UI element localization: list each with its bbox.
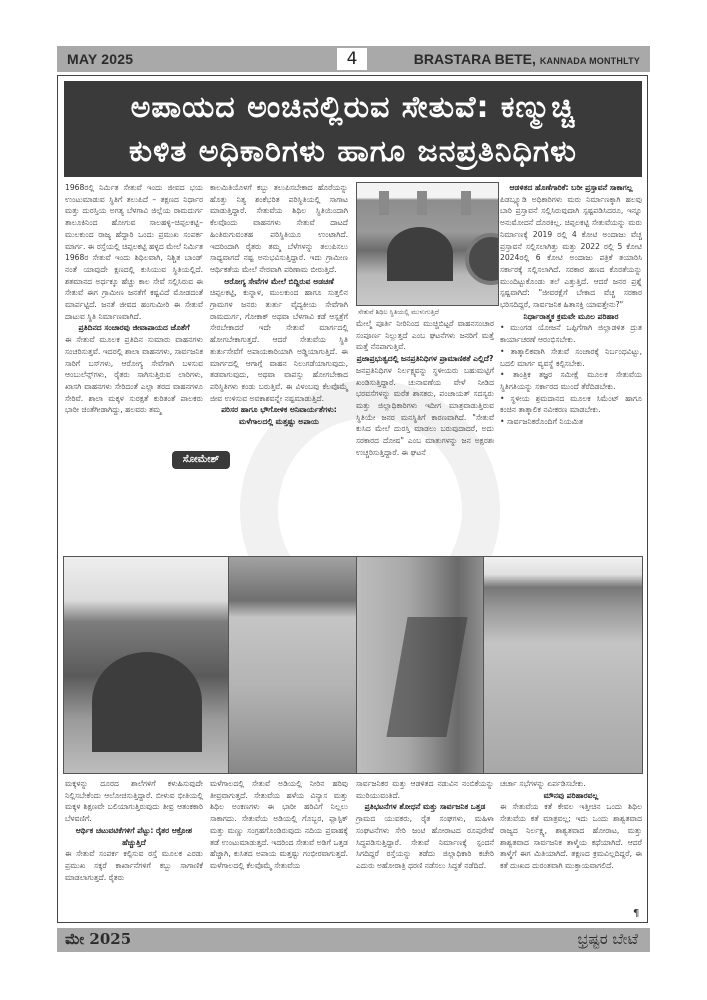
photo-strip (63, 556, 643, 774)
column-2 (210, 182, 348, 428)
column-4-bottom (500, 778, 642, 872)
paragraph: • ಸ್ಥಳೀಯ ಶ್ರಮದಾನದ ಮೂಲಕ ಸಿಮೆಂಟ್ ಹಾಗೂ ಕಂಚಿನ ತಾತ್ಕಾಲಿಕ ನವೀಕರಣ ಮಾಡಬೇಕು. (500, 393, 642, 415)
section-subheading: ಆರ್ಥಿಕ ಚಟುವಟಿಕೆಗಳಿಗೆ ಪೆಟ್ಟು: ರೈತರ ಆಕ್ರೋಶ ಹೆಚ್ಚುತ್ತಿದೆ (75, 825, 193, 847)
paragraph: ಮಳೆಗಾಲದಲ್ಲಿ ಸೇತುವೆ ಅಡಿಯಲ್ಲಿ ನೀರಿನ ಹರಿವು ತೀವ್ರವಾಗುತ್ತದೆ. ಸೇತುವೆಯ ಹಳೆಯ ವಿನ್ಯಾಸ ಮತ್ತು ಶಿಥಿಲ ಅಂಕಣಗಳು ಈ ಭಾರೀ ಹರಿವಿಗೆ ನಿಲ್ಲಲು ಸಾಕಾಗದು. ಸೇತುವೆಯ ಅಡಿಯಲ್ಲಿ ಗೊಬ್ಬರ, ಪ್ಲಾಸ್ಟಿಕ್ ಮತ್ತು ಮಣ್ಣು ಸಂಗ್ರಹಗೊಂಡಿರುವುದು ನದಿಯ ಪ್ರವಾಹಕ್ಕೆ ತಡೆ ಉಂಟುಮಾಡುತ್ತದೆ. ಇದರಿಂದ ಸೇತುವೆ ಅಡಿಗೆ ಒತ್ತಡ ಹೆಚ್ಚಾಗಿ, ಕುಸಿತದ ಅಪಾಯ ಮತ್ತಷ್ಟು ಗಂಭೀರವಾಗುತ್ತದೆ. ಮಳೆಗಾಲದಲ್ಲಿ ಕೆಲವೊಮ್ಮೆ ಸೇತುವೆಯ (210, 779, 348, 870)
paragraph: ಮೇಲ್ಮೆ ಪೂರ್ತಿ ನೀರಿನಿಂದ ಮುಚ್ಚಿಬಿಟ್ಟರೆ ವಾಹನಸಂಚಾರ ಸಂಪೂರ್ಣ ನಿಲ್ಲುತ್ತದೆ ಎಂಬ ಘಟನೆಗಳು ಜನರಿಗೆ ಮತ್ತೆ ಮತ್ತೆ ನೆನಪಾಗುತ್ತಿವೆ. (356, 319, 494, 352)
photo-bridge-deck (229, 557, 357, 773)
paragraph: ಈ ಸೇತುವೆ ಸಂಪರ್ಕ ಕಲ್ಪಿಸುವ ರಸ್ತೆ ಮೂಲಕ ಎರಡು ಪ್ರಮುಖ ಸಕ್ಕರೆ ಕಾರ್ಖಾನೆಗಳಿಗೆ ಕಬ್ಬು ಸಾಗಾಣಿಕೆ ಮಾಡಲಾಗುತ್ತದೆ. ರೈತರು (65, 849, 203, 882)
paragraph: ಗ್ರಾಮದ ಯುವಕರು, ರೈತ ಸಂಘಗಳು, ಮಹಿಳಾ ಸಂಘಟನೆಗಳು ಸೇರಿ ಜಂಟಿ ಹೋರಾಟದ ರೂಪುರೇಷೆ ಸಿದ್ಧಪಡಿಸುತ್ತಿದ್ದಾರೆ. ಸೇತುವೆ ನಿರ್ಮಾಣಕ್ಕೆ ಸ್ಪಂದನೆ ಸಿಗದಿದ್ದರೆ ರಸ್ತೆಯನ್ನು ತಡೆದು ಜಿಲ್ಲಾಧಿಕಾರಿ ಕಚೇರಿ ಎದುರು ಅಹೋರಾತ್ರಿ ಧರಣಿ ನಡೆಸಲು ಸಿದ್ಧತೆ ನಡೆದಿದೆ. (356, 814, 494, 870)
paragraph: • ತಾಂತ್ರಿಕ ತಜ್ಞರ ಸಮೀಕ್ಷೆ ಮೂಲಕ ಸೇತುವೆಯ ಸ್ಥಿತಿಗತಿಯನ್ನು ಸರ್ಕಾರದ ಮುಂದೆ ತೆರೆದಿಡಬೇಕು. (500, 370, 642, 391)
page-header (57, 46, 650, 72)
paragraph: • ಸಾರ್ವಜನಿಕರೊಂದಿಗೆ ನಿಯಮಿತ (500, 417, 584, 427)
paragraph: ಜನಪ್ರತಿನಿಧಿಗಳ ನಿರ್ಲಕ್ಷ್ಯವನ್ನು ಸ್ಥಳೀಯರು ಬಹುಮಟ್ಟಿಗೆ ಖಂಡಿಸುತ್ತಿದ್ದಾರೆ. ಚುನಾವಣೆಯ ವೇಳೆ ನೀಡಿದ ಭರವಸೆಗಳನ್ನು ಮರೆತ ಶಾಸಕರು, ಪಂಚಾಯತ್ ಸದಸ್ಯರು ಮತ್ತು ಜಿಲ್ಲಾಧಿಕಾರಿಗಳು ಇದೀಗ ಮಾತ್ರವಾಡುತ್ತಿರುವ ಸ್ಥಿತಿಯೇ ಜನರ ಮನಸ್ಥಿತಿಗೆ ಕಾರಣವಾಗಿದೆ. "ಸೇತುವೆ ಕುಸಿದ ಮೇಲೆ ದುರಸ್ತಿ ಮಾಡಲು ಬರುವುದಾದರೆ, ಅದು ಸರಕಾರದ ದೋಷ" ಎಂಬ ಮಾತುಗಳನ್ನು ಜನ ಅಕ್ಷರಶಃ ಉಚ್ಚರಿಸುತ್ತಿದ್ದಾರೆ. ಈ ಘಟನೆ (356, 365, 494, 457)
paragraph: ಸಾರ್ವಜನಿಕರ ಮತ್ತು ಆಡಳಿತದ ನಡುವಿನ ನಂಬಿಕೆಯನ್ನು ಮುರಿಯುವಂತಿದೆ. (356, 779, 494, 800)
bridge-arch (92, 652, 202, 752)
paragraph: 1968ರಲ್ಲಿ ನಿರ್ಮಿತ ಸೇತುವೆ ಇಂದು ಜೀವದ ಭಯ ಉಂಟುಮಾಡುವ ಸ್ಥಿತಿಗೆ ತಲುಪಿದೆ – ತಕ್ಷಣದ ನಿರ್ಧಾರ ಮತ್ತು ದುರಸ್ತಿಯ ಅಗತ್ಯ ಬೆಳಗಾವಿ ಜಿಲ್ಲೆಯ ರಾಮದುರ್ಗ ತಾಲೂಕಿನಿಂದ ಹೋಗುವ ಸಾಲಹಳ್ಳಿ–ಚಿಪ್ಪಲಕಟ್ಟಿ–ಮುಲಕುಂದ ರಾಜ್ಯ ಹೆದ್ದಾರಿ ಒಂದು ಪ್ರಮುಖ ಸಂಪರ್ಕ ಮಾರ್ಗ. ಈ ರಸ್ತೆಯಲ್ಲಿ ಚಿಪ್ಪಲಕಟ್ಟಿ ಹಳ್ಳದ ಮೇಲೆ ನಿರ್ಮಿತ 1968ರ ಸೇತುವೆ ಇಂದು ಶಿಥಿಲವಾಗಿ, ನಿಶ್ಚಿತ ಬಾಂಡ್ ನಂತೆ ಯಾವುದೇ ಕ್ಷಣದಲ್ಲಿ ಕುಸಿಯುವ ಸ್ಥಿತಿಯಲ್ಲಿದೆ. ಶತಮಾನದ ಅರ್ಧಕ್ಕೂ ಹೆಚ್ಚು ಕಾಲ ಸೇವೆ ಸಲ್ಲಿಸಿರುವ ಈ ಸೇತುವೆ ಈಗ ಗ್ರಾಮೀಣ ಜನತೆಗೆ ಕಷ್ಟವಿದೆ ಮೋಡದಂತೆ ಮಾರ್ಪಟ್ಟಿದೆ. ಜನತೆ ಜೀವದ ಹಂಗುಮೀರಿ ಈ ಸೇತುವೆ ದಾಟುವ ಸ್ಥಿತಿ ನಿರ್ಮಾಣವಾಗಿದೆ. (65, 183, 203, 321)
section-subheading: ಪ್ರತಿದಿನದ ಸಂಚಾರವು ಜೀವಾಪಾಯದ ಜೊತೆಗೆ (78, 323, 190, 333)
bridge-culvert (465, 233, 499, 285)
bridge-pillar (417, 191, 427, 215)
paragraph: ಮಕ್ಕಳನ್ನು ದೂರದ ಶಾಲೆಗಳಿಗೆ ಕಳುಹಿಸುವುದೇ ನಿಲ್ಲಿಸಬೇಕೆಂದು ಆಲೋಚಿಸುತ್ತಿದ್ದಾರೆ. ಬೀಳುವ ಭೀತಿಯಲ್ಲಿ ಮಕ್ಕಳ ಶಿಕ್ಷಣವೇ ಬಲಿಯಾಗುತ್ತಿರುವುದು ತೀವ್ರ ಆತಂಕಕಾರಿ ಬೆಳವಣಿಗೆ. (65, 779, 203, 824)
footer-date: ಮೇ 2025 (65, 930, 132, 948)
paragraph: ಚರ್ಚಾ ಸಭೆಗಳನ್ನು ಏರ್ಪಡಿಸಬೇಕು. (500, 779, 586, 788)
footer-publication: ಭ್ರಷ್ಟರ ಬೇಟೆ (577, 930, 638, 948)
photo-bridge-crack (357, 557, 484, 773)
headline-line-1: ಅಪಾಯದ ಅಂಚಿನಲ್ಲಿರುವ ಸೇತುವೆ: ಕಣ್ಮುಚ್ಚಿ (130, 90, 576, 125)
paragraph: ಚಿಪ್ಪಲಕಟ್ಟಿ, ಕುನ್ನಾಳ, ಮುಲಕುಂದ ಹಾಗೂ ಸುತ್ತಲಿನ ಗ್ರಾಮಗಳ ಜನರು ತುರ್ತು ವೈದ್ಯಕೀಯ ಸೇವೆಗಾಗಿ ರಾಮದುರ್ಗ, ಗೋಕಾಕ್ ಅಥವಾ ಬೆಳಗಾವಿ ಕಡೆ ಆಸ್ಪತ್ರೆಗೆ ಸೇರಬೇಕಾದರೆ ಇದೇ ಸೇತುವೆ ಮಾರ್ಗದಲ್ಲಿ ಹೋಗಬೇಕಾಗುತ್ತದೆ. ಆದರೆ ಸೇತುವೆಯ ಸ್ಥಿತಿ ತುರ್ತುಸೇವೆಗೆ ಅಪಾಯಕಾರಿಯಾಗಿ ಅಡ್ಡಿಯಾಗುತ್ತಿದೆ. ಈ ಮಾರ್ಗದಲ್ಲಿ ಆಗಾಗ್ಗೆ ವಾಹನ ನಿಲುಗಡೆಯಾಗುವುದು, ತಡವಾಗುವುದು, ಅಥವಾ ವಾಪಸ್ಸು ಹೋಗಬೇಕಾದ ಪರಿಸ್ಥಿತಿಗಳು ಕಂಡು ಬರುತ್ತಿವೆ. ಈ ವಿಳಂಬವು ಕೆಲವೊಮ್ಮೆ ಜೀವ ಉಳಿಸುವ ಅವಕಾಶವನ್ನೇ ನಷ್ಟಮಾಡುತ್ತಿದೆ. (210, 288, 348, 403)
paragraph: ಈ ಸೇತುವೆಯ ಕತೆ ಕೇವಲ ಇತ್ತೀಚಿನ ಒಂದು ಶಿಥಿಲ ಸೇತುವೆಯ ಕತೆ ಮಾತ್ರವಲ್ಲ; ಇದು ಒಂದು ಶಾಶ್ವತವಾದ ರಾಜ್ಯದ ನಿರ್ಲಕ್ಷ್ಯ, ಶಾಶ್ವತವಾದ ಹೋರಾಟ, ಮತ್ತು ಶಾಶ್ವತವಾದ ಸಾರ್ವಜನಿಕ ತಾಳ್ಮೆಯ ಕಥೆಯಾಗಿದೆ. ಆದರೆ ತಾಳ್ಮೆಗೆ ಈಗ ಮಿತಿಯಾಗಿದೆ. ತಕ್ಷಣದ ಕ್ರಮವಿಲ್ಲದಿದ್ದರೆ, ಈ ಕತೆ ದುಃಖದ ದುರಂತವಾಗಿ ಮುಕ್ತಾಯವಾಗಲಿದೆ. (500, 802, 642, 870)
paragraph: ಕಾಲಮಿತಿಯೊಳಗೆ ಕಬ್ಬು ತಲುಪಿಸಬೇಕಾದ ಹೊರೆಯನ್ನು ಹೊತ್ತು ನಿತ್ಯ ಶಂಕೆಭರಿತ ಪರಿಸ್ಥಿತಿಯಲ್ಲಿ ಸಾಗಾಟ ಮಾಡುತ್ತಿದ್ದಾರೆ. ಸೇತುವೆಯ ಶಿಥಿಲ ಸ್ಥಿತಿಯಿಂದಾಗಿ ಕೆಲವೊಂದು ವಾಹನಗಳು ಸೇತುವೆ ದಾಟದೆ ಹಿಂತಿರುಗುವಂತಹ ಪರಿಸ್ಥಿತಿಯೂ ಉಂಟಾಗಿದೆ. ಇದರಿಂದಾಗಿ ರೈತರು ತಮ್ಮ ಬೆಳೆಗಳನ್ನು ತಲುಪಿಸಲು ಸಾಧ್ಯವಾಗದೆ ನಷ್ಟ ಅನುಭವಿಸುತ್ತಿದ್ದಾರೆ. ಇದು ಗ್ರಾಮೀಣ ಆರ್ಥಿಕತೆಯ ಮೇಲೆ ನೇರವಾಗಿ ಪರಿಣಾಮ ಬೀರುತ್ತಿದೆ. (210, 183, 348, 274)
section-subheading: ಆರೋಗ್ಯ ಸೇವೆಗಳ ಮೇಲೆ ಬಿದ್ದಿರುವ ಅಡಚಣೆ (224, 276, 334, 286)
column-2-bottom (210, 778, 348, 872)
paragraph: • ತಾತ್ಕಾಲಿಕವಾಗಿ ಸೇತುವೆ ಸಂಚಾರಕ್ಕೆ ನಿರ್ಬಂಧವಿಟ್ಟು, ಬದಲಿ ಮಾರ್ಗ ವ್ಯವಸ್ಥೆ ಕಲ್ಪಿಸಬೇಕು. (500, 346, 642, 368)
publication-subtitle: KANNADA MONTHLTY (539, 56, 640, 66)
photo-caption: ಸೇತುವೆ ಶಿಥಿಲ ಸ್ಥಿತಿಯಲ್ಲಿ ಮುಳುಗುತ್ತಿದೆ (358, 308, 440, 316)
publication-name: BRASTARA BETE, KANNADA MONTHLTY (413, 51, 640, 67)
bridge-photo-main (356, 182, 499, 306)
crack-shape (386, 617, 467, 737)
author-badge: ಸೋಮೇಶ್ (172, 451, 230, 469)
column-1-bottom (65, 778, 203, 883)
paragraph: • ಮುಂಗಡ ಯೋಜನೆ ಒಪ್ಪಿಗೆಗಾಗಿ ಜಿಲ್ಲಾಡಳಿತ ದ್ರುತ ಕಾರ್ಯಾಚರಣೆ ಆರಂಭಿಸಬೇಕು. (500, 323, 642, 345)
issue-date: MAY 2025 (67, 51, 134, 67)
paragraph: ಈ ಸೇತುವೆ ಮೂಲಕ ಪ್ರತಿದಿನ ಸುಮಾರು ವಾಹನಗಳು ಸಂಚರಿಸುತ್ತವೆ. ಇದರಲ್ಲಿ ಶಾಲಾ ವಾಹನಗಳು, ಸಾರ್ವಜನಿಕ ಸಾರಿಗೆ ಬಸ್‌ಗಳು, ಆರೋಗ್ಯ ಸೇವೆಗಾಗಿ ಬಳಸುವ ಆಂಬುಲೆನ್ಸ್‌ಗಳು, ರೈತರು ಸಾಗಿಸುತ್ತಿರುವ ಲಾರಿಗಳು, ಖಾಸಗಿ ವಾಹನಗಳು ಸೇರಿದಂತೆ ಎಲ್ಲಾ ತರದ ವಾಹನಗಳೂ ಸೇರಿವೆ. ಶಾಲಾ ಮಕ್ಕಳ ಸುರಕ್ಷತೆ ಕುರಿತಂತೆ ಪಾಲಕರು ಭಾರೀ ಚಿಂತೆಗೀಡಾಗಿದ್ದು, ಹಲವರು ತಮ್ಮ (65, 335, 203, 415)
paragraph: ಪಿಡಬ್ಲ್ಯೂಡಿ ಅಧಿಕಾರಿಗಳು ಮರು ನಿರ್ಮಾಣಕ್ಕಾಗಿ ಹಲವು ಬಾರಿ ಪ್ರಸ್ತಾವನೆ ಸಲ್ಲಿಸಿರುವುದಾಗಿ ಸ್ಪಷ್ಟಪಡಿಸಿದರೂ, ಇನ್ನೂ ಅನುಮೋದನೆ ದೊರಕಿಲ್ಲ. ಚಿಪ್ಪಲಕಟ್ಟಿ ಸೇತುವೆಯನ್ನು ಮರು ನಿರ್ಮಾಣಕ್ಕೆ 2019 ರಲ್ಲಿ 4 ಕೋಟಿ ಅಂದಾಜು ವೆಚ್ಚ ಪ್ರಸ್ತಾವನೆ ಸಲ್ಲಿಸಲಾಗಿತ್ತು ಮತ್ತು 2022 ರಲ್ಲಿ 5 ಕೋಟಿ 2024ರಲ್ಲಿ 6 ಕೋಟಿ ಅಂದಾಜು ಪತ್ರಿಕೆ ತಯಾರಿಸಿ ಸರ್ಕಾರಕ್ಕೆ ಸಲ್ಲಿಸಲಾಗಿದೆ. ಸರಕಾರ ಹಣದ ಕೊರತೆಯನ್ನು ಮುಂದಿಟ್ಟುಕೊಂಡು ತಲೆ ಎತ್ತುತ್ತಿದೆ. ಆದರೆ ಜನರ ಪ್ರಶ್ನೆ ಸ್ಪಷ್ಟವಾಗಿದೆ: "ಜೀವರಕ್ಷೆಗೆ ಬೇಕಾದ ವೆಚ್ಚ ಸರಕಾರ ಭರಿಸದಿದ್ದರೆ, ಸಾರ್ವಜನಿಕ ಹಿತಾಸಕ್ತಿ ಯಾವತ್ತೇನು?" (500, 194, 642, 310)
bridge-pillar (461, 191, 471, 215)
section-subheading: ನಿರ್ಧಾರಾತ್ಮಕ ಕ್ರಮವೇ ಮೂಲ ಪರಿಹಾರ (523, 311, 619, 321)
section-subheading: ಪರಿಸರ ಹಾಗೂ ಭೌಗೋಳಿಕ ಅನಿವಾರ್ಯತೆಗಳು: ಮಳೆಗಾಲದಲ್ಲಿ ಮತ್ತಷ್ಟು ಅಪಾಯ (221, 405, 337, 427)
section-subheading: ಪ್ರಜಾಪ್ರಭುತ್ವದಲ್ಲಿ ಜನಪ್ರತಿನಿಧಿಗಳ ಪ್ರಾಮಾಣಿಕತೆ ಎಲ್ಲಿದೆ? (356, 354, 494, 364)
bridge-arch (387, 227, 453, 281)
section-subheading: ಮೌನವು ಪರಿಹಾರವಲ್ಲ (543, 790, 599, 800)
end-of-article-mark: ¶ (633, 908, 640, 919)
photo-bridge-arch (64, 557, 229, 773)
column-3 (356, 318, 494, 458)
column-4 (500, 182, 642, 428)
page-footer (57, 928, 650, 952)
section-subheading: ಪ್ರತಿಭಟನೆಗಳ ಶೋಧನೆ ಮತ್ತು ಸಾರ್ವಜನಿಕ ಒತ್ತಡ (364, 802, 486, 812)
column-1 (65, 182, 203, 416)
photo-bridge-road (484, 557, 642, 773)
section-subheading: ಆಡಳಿತದ ಹೊಣೆಗಾರಿಕೆ: ಬರೀ ಪ್ರಸ್ತಾವನೆ ಸಾಕಾಗಲ್ಲ (509, 183, 633, 192)
article-headline (64, 81, 642, 177)
bridge-pillar (379, 191, 389, 215)
column-3-bottom (356, 778, 494, 872)
page-number: 4 (337, 48, 367, 70)
headline-line-2: ಕುಳಿತ ಅಧಿಕಾರಿಗಳು ಹಾಗೂ ಜನಪ್ರತಿನಿಧಿಗಳು (129, 134, 577, 169)
